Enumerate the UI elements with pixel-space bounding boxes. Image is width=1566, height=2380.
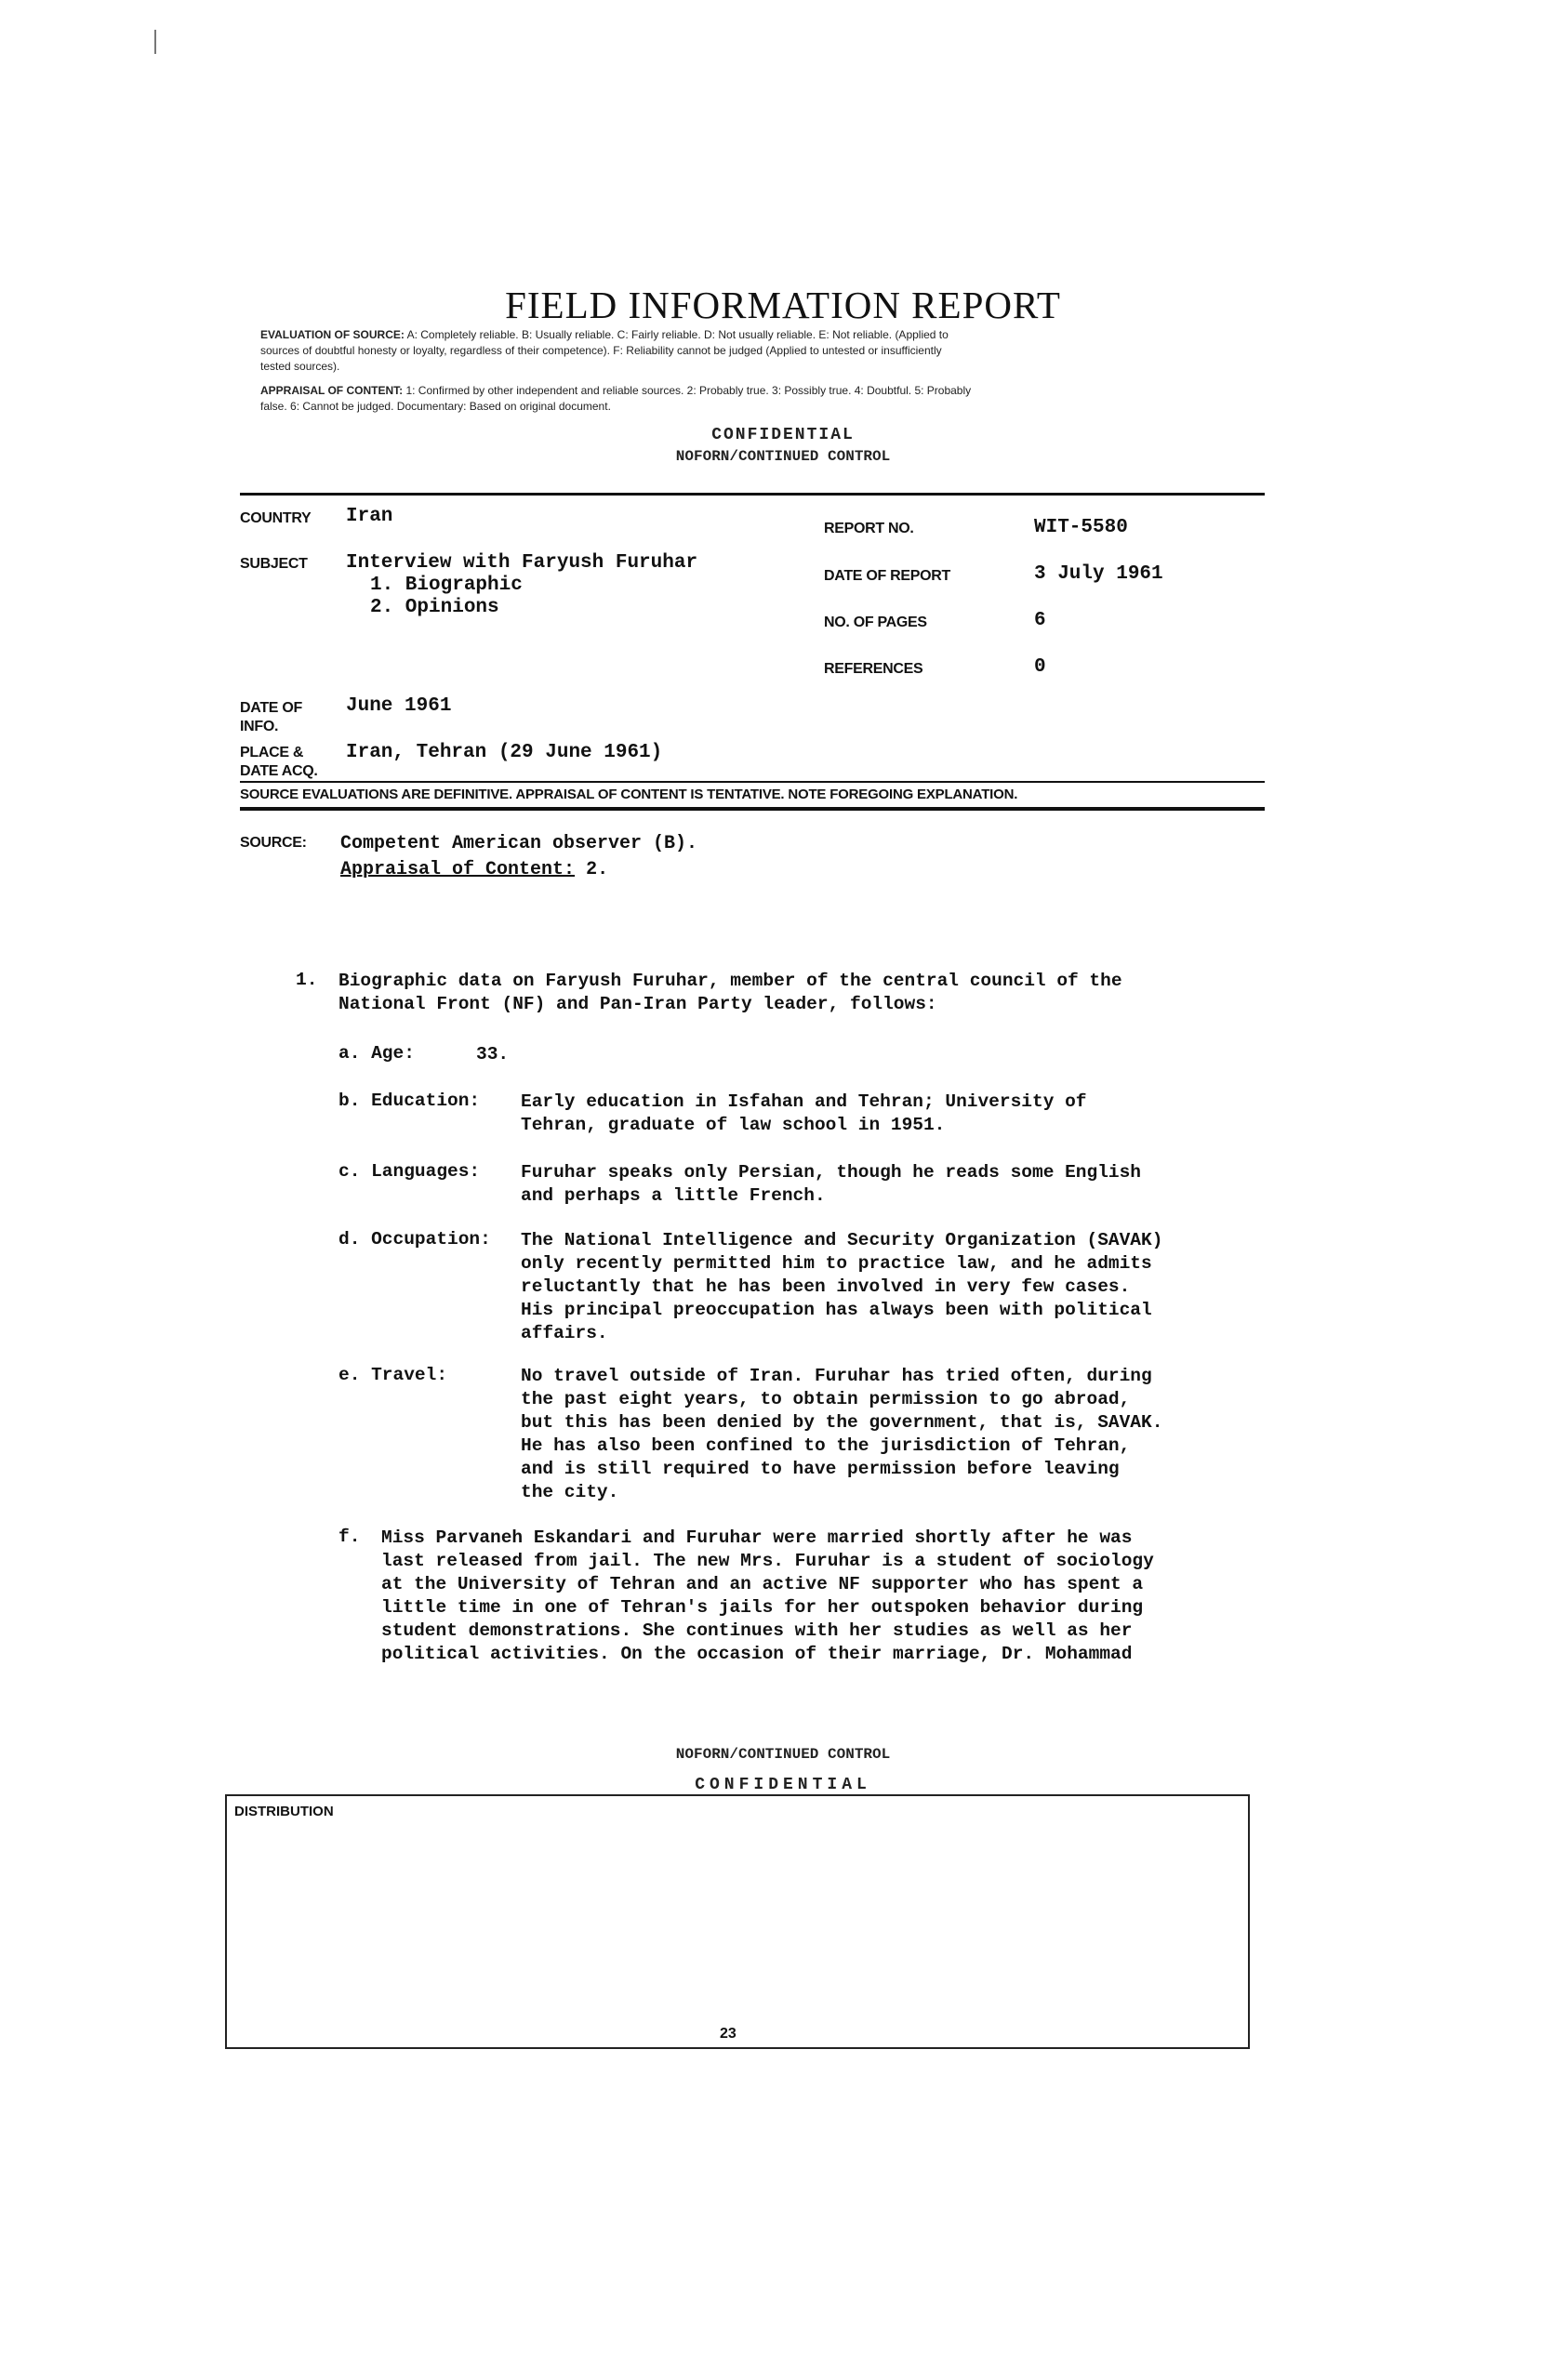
date-of-info-value: June 1961 (346, 695, 452, 717)
references-label: REFERENCES (824, 661, 923, 677)
appraisal-line-1: 1: Confirmed by other independent and reliable sources. 2: Probably true. 3: Possibly true. 4: Doubtful. 5: Probably (405, 384, 972, 397)
date-of-report-value: 3 July 1961 (1034, 563, 1163, 585)
place-date-value: Iran, Tehran (29 June 1961) (346, 742, 663, 763)
source-label: SOURCE: (240, 835, 307, 851)
subject-value (346, 552, 697, 574)
subject-label: SUBJECT (240, 556, 308, 572)
top-rule (240, 493, 1265, 496)
page-number: 23 (720, 2026, 737, 2042)
place-date-label: PLACE & DATE ACQ. (240, 745, 318, 779)
references-value: 0 (1034, 656, 1046, 678)
source-text: Competent American observer (B). (340, 833, 698, 854)
appraisal-heading: APPRAISAL OF CONTENT: (260, 384, 404, 397)
evaluation-heading: EVALUATION OF SOURCE: (260, 328, 405, 341)
item-e-text: No travel outside of Iran. Furuhar has tried often, during the past eight years, to obtain permission to go abroad, but this has been denied by the government, that is, SAVAK. He has also been confined to the jurisdiction of Tehran, and is still required to have permission before leaving the city. (521, 1366, 1163, 1502)
subject-item-1: 1. Biographic (370, 575, 523, 596)
appraisal-of-content (260, 383, 1255, 415)
country-label: COUNTRY (240, 510, 312, 526)
item-d-text: The National Intelligence and Security Organization (SAVAK) only recently permitted him to practice law, and he admits reluctantly that he has been involved in very few cases. His principal preoccupation has always been with political affairs. (521, 1230, 1163, 1343)
intro-paragraph: Biographic data on Faryush Furuhar, member of the central council of the National Front (NF) and Pan-Iran Party leader, follows: (338, 971, 1122, 1014)
item-c-label: c. Languages: (338, 1161, 481, 1182)
item-b-label: b. Education: (338, 1091, 481, 1111)
item-c-text: Furuhar speaks only Persian, though he reads some English and perhaps a little French. (521, 1162, 1142, 1206)
control-top: NOFORN/CONTINUED CONTROL (675, 448, 891, 465)
item-f-label: f. (338, 1527, 361, 1547)
appraisal-label: Appraisal of Content: (340, 859, 576, 880)
appraisal-value: 2. (586, 859, 609, 880)
subject-item-2: 2. Opinions (370, 597, 499, 618)
appraisal-line-2: false. 6: Cannot be judged. Documentary: Based on original document. (260, 400, 611, 413)
classification-bottom: CONFIDENTIAL (695, 1776, 871, 1794)
distribution-label: DISTRIBUTION (234, 1804, 334, 1819)
definitive-note: SOURCE EVALUATIONS ARE DEFINITIVE. APPRAISAL OF CONTENT IS TENTATIVE. NOTE FOREGOING EXPLANATION. (240, 787, 1018, 802)
item-f-text: Miss Parvaneh Eskandari and Furuhar were married shortly after he was last released from jail. The new Mrs. Furuhar is a student of sociology at the University of Tehran and an active NF supporter who has spent a little time in one of Tehran's jails for her outspoken behavior during student demonstrations. She continues with her studies as well as her political activities. On the occasion of their marriage, Dr. Mohammad (381, 1527, 1154, 1664)
note-rule-bottom (240, 807, 1265, 811)
scan-mark (154, 30, 156, 54)
date-of-report-label: DATE OF REPORT (824, 568, 950, 584)
report-no-label: REPORT NO. (824, 521, 914, 536)
note-rule-top (240, 781, 1265, 783)
item-a-label: a. Age: (338, 1043, 415, 1064)
evaluation-line-2: sources of doubtful honesty or loyalty, regardless of their competence). F: Reliability cannot be judged (Applied to untested or insufficiently (260, 344, 942, 357)
report-title: FIELD INFORMATION REPORT (505, 284, 1061, 326)
subject-text: Interview with Faryush Furuhar (346, 552, 698, 574)
no-of-pages-label: NO. OF PAGES (824, 615, 927, 630)
evaluation-of-source (260, 327, 1255, 375)
date-of-info-label: DATE OF INFO. (240, 700, 302, 734)
item-d-label: d. Occupation: (338, 1229, 491, 1250)
evaluation-line-1: A: Completely reliable. B: Usually reliable. C: Fairly reliable. D: Not usually reliable. E: Not reliable. (Applied to (406, 328, 949, 341)
country-value: Iran (346, 506, 393, 527)
evaluation-line-3: tested sources). (260, 360, 340, 373)
item-e-label: e. Travel: (338, 1365, 448, 1385)
report-no-value: WIT-5580 (1034, 517, 1128, 538)
no-of-pages-value: 6 (1034, 610, 1046, 631)
appraisal-line (340, 859, 608, 880)
control-bottom: NOFORN/CONTINUED CONTROL (675, 1746, 891, 1763)
classification-top: CONFIDENTIAL (711, 426, 855, 444)
item-a-text: 33. (476, 1044, 510, 1064)
item-b-text: Early education in Isfahan and Tehran; University of Tehran, graduate of law school in 1951. (521, 1091, 1087, 1135)
paragraph-number: 1. (296, 970, 318, 990)
distribution-box (225, 1794, 1250, 2049)
